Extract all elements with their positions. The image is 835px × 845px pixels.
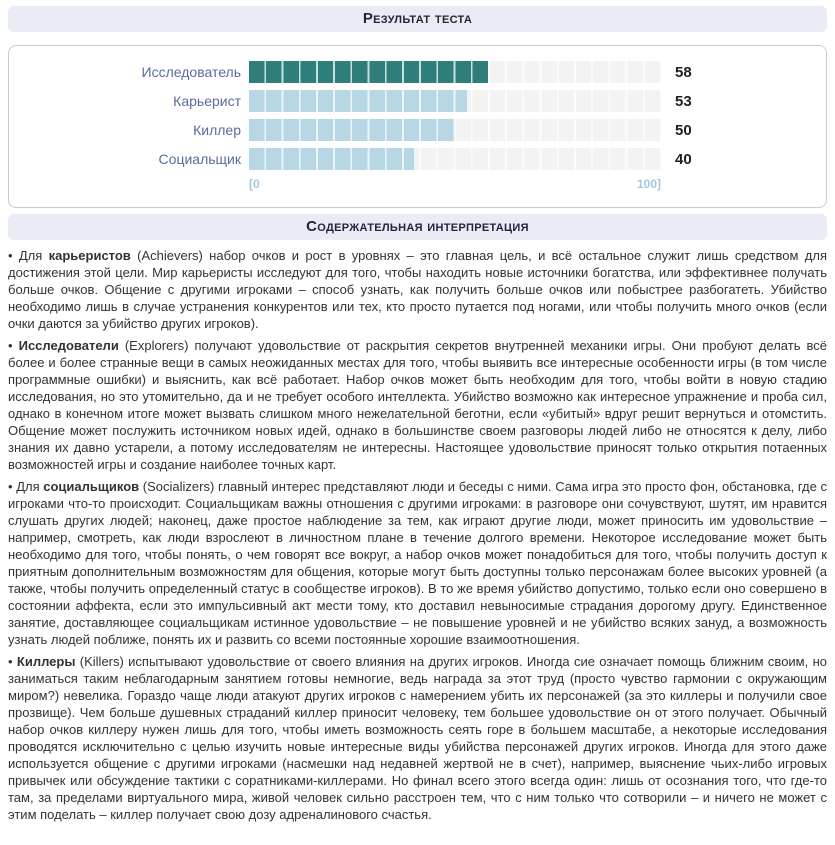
chart-rows <box>9 61 826 170</box>
interpretation-paragraph <box>8 247 827 332</box>
bar-value: 40 <box>675 150 692 168</box>
paragraph-text: • Для <box>8 479 44 494</box>
paragraph-text: • Для <box>8 248 49 263</box>
paragraph-text: • <box>8 338 19 353</box>
player-type-term: Исследователи <box>18 338 119 353</box>
bar-track <box>249 148 661 170</box>
bar-track <box>249 90 661 112</box>
bartle-chart-card <box>8 45 827 208</box>
bar-fill <box>249 148 414 170</box>
interpretation-text <box>8 247 827 823</box>
bar-value: 53 <box>675 92 692 110</box>
bar-fill <box>249 90 467 112</box>
paragraph-text: • <box>8 654 17 669</box>
chart-row <box>9 119 826 141</box>
bar-label: Социальщик <box>158 151 241 167</box>
chart-row <box>9 90 826 112</box>
test-result-page <box>0 6 835 823</box>
player-type-term: Киллеры <box>16 654 76 669</box>
bar-label: Карьерист <box>173 93 241 109</box>
chart-axis <box>249 177 661 191</box>
chart-row <box>9 61 826 83</box>
bar-value: 50 <box>675 121 692 139</box>
bar-track <box>249 119 661 141</box>
paragraph-text: (Explorers) получают удовольствие от раскрытия секретов внутренней механики игры. Они пробуют делать всё более и более странные вещи в самых неожиданных местах для того, чтобы выявить все интересные особенности игры (в том числе программные ошибки) и выяснить, как всё работает. Набор очков может быть необходим для того, чтобы войти в новую стадию исследования, но это утомительно, да и не требует особого интеллекта. Убийство возможно как интересное упражнение и проба сил, однако в конечном итоге может вызвать слишком много нежелательной беготни, если «убитый» вдруг решит вернуться и отомстить. Общение может послужить источником новых идей, однако в большинстве своем разговоры людей либо не относятся к делу, либо знания их давно устарели, а потому исследователям не интересны. Настоящее удовольствие приносят только открытия потаенных возможностей игры и создание наиболее точных карт. <box>8 338 827 472</box>
paragraph-text: (Socializers) главный интерес представляют люди и беседы с ними. Сама игра это просто фон, обстановка, где с игроками что-то происходит. Социальщикам важны отношения с другими игроками: в разговоре они сочувствуют, шутят, им нравится слушать других людей; наконец, даже простое наблюдение за тем, как играют другие люди, может приносить им удовольствие – например, смотреть, как люди взрослеют в личностном плане в течение долгого времени. Некоторое исследование может быть необходимо для того, чтобы понять, о чем говорят все вокруг, а набор очков может понадобиться для того, чтобы получить доступ к приятным дополнительным возможностям для общения, которые могут быть доступны только персонажам более высоких уровней (а также, чтобы получить определенный статус в сообществе игроков). В то же время убийство допустимо, только если оно совершено в состоянии аффекта, если это импульсивный акт мести тому, кто доставил невыносимые страдания дорогому другу. Единственное занятие, доставляющее социальщикам истинное удовольствие – не повышение уровней и не убийство всяких зануд, а возможность узнать людей поближе, понять их и развить со всеми постоянные хорошие взаимоотношения. <box>8 479 827 647</box>
result-header-title: Результат теста <box>362 10 473 27</box>
chart-row <box>9 148 826 170</box>
axis-min-label: [0 <box>249 177 260 191</box>
player-type-term: социальщиков <box>43 479 140 494</box>
interpretation-paragraph <box>8 478 827 648</box>
bar-track <box>249 61 661 83</box>
interpretation-paragraph <box>8 337 827 473</box>
bar-fill <box>249 119 455 141</box>
axis-max-label: 100] <box>636 177 661 191</box>
interpretation-header <box>8 214 827 240</box>
bar-fill <box>249 61 488 83</box>
interpretation-header-title: Содержательная интерпретация <box>306 218 529 235</box>
bar-label: Киллер <box>193 122 241 138</box>
bar-label: Исследователь <box>141 64 241 80</box>
result-header <box>8 6 827 32</box>
paragraph-text: (Killers) испытывают удовольствие от своего влияния на других игроков. Иногда сие означает помощь ближним своим, но заниматься таким неблагодарным занятием готовы немногие, ведь награда за этот труд (просто чувство гармонии с окружающим миром?) невелика. Гораздо чаще люди атакуют других игроков с намерением убить их персонажей (за это киллеры и получили свое прозвище). Чем больше душевных страданий киллер приносит человеку, тем большее удовольствие он от этого получает. Обычный набор очков киллеру нужен лишь для того, чтобы иметь возможность сеять горе в большем масштабе, а некоторые исследования проводятся исключительно с целью изучить новые интересные виды убийства персонажей других игроков. Иногда для этого даже используется общение с другими игроками (насмешки над недавней жертвой не в счет), например, выяснение чьих-либо игровых привычек или обсуждение тактики с соратниками-киллерами. Но финал всего этого всегда один: лишь от осознания того, что где-то там, за пределами виртуального мира, живой человек сильно расстроен тем, что с ним только что сотворили – и ничего не может с этим поделать – киллер получает свою дозу адреналинового счастья. <box>8 654 827 822</box>
paragraph-text: (Achievers) набор очков и рост в уровнях – это главная цель, и всё остальное служит лишь средством для достижения этой цели. Мир карьеристы исследуют для того, чтобы находить новые источники богатства, или эффективнее получать больше очков. Общение с другими игроками – способ узнать, как получить больше очков или побыстрее разбогатеть. Убийство необходимо лишь в случае устранения конкурентов или тех, кто просто путается под ногами, или чтобы получить много очков (если очки даются за убийство других игроков). <box>8 248 827 331</box>
player-type-term: карьеристов <box>48 248 131 263</box>
bar-value: 58 <box>675 63 692 81</box>
interpretation-paragraph <box>8 653 827 823</box>
